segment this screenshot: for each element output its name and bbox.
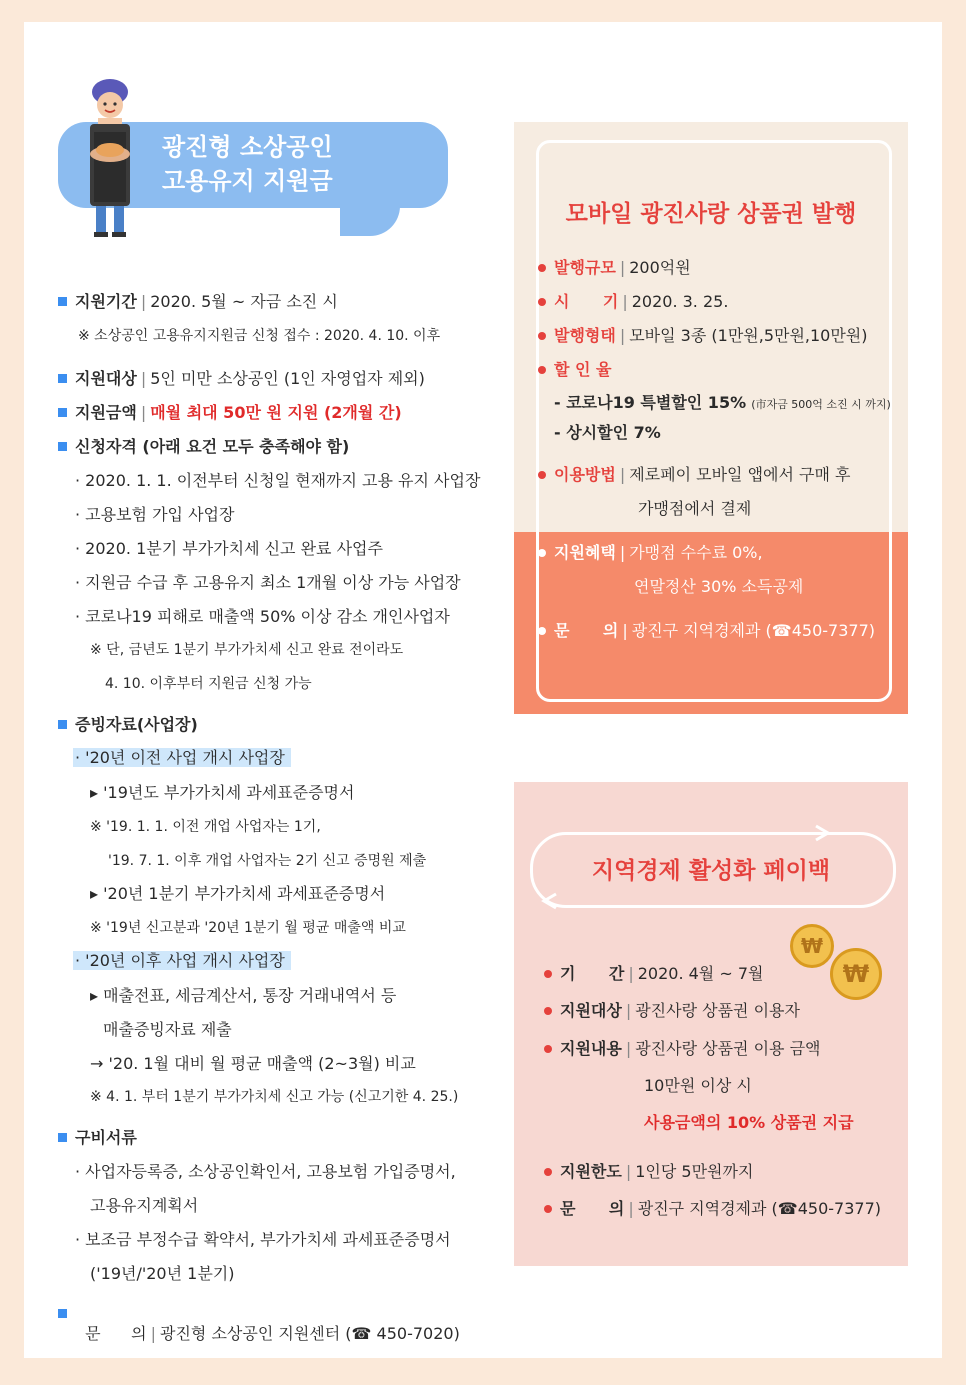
eligibility-item: · 코로나19 피해로 매출액 50% 이상 감소 개인사업자 [75,607,450,626]
bullet-square [58,408,67,417]
bullet-square [58,1309,67,1318]
payback-limit-value: 1인당 5만원까지 [635,1162,754,1181]
support-target-value: 5인 미만 소상공인 (1인 자영업자 제외) [150,369,425,388]
arrow-left-icon [536,888,562,914]
mobile-scale-row: 발행규모 | 200억원 [554,258,691,277]
bullet-dot [538,366,546,374]
support-period-note: ※ 소상공인 고용유지지원금 신청 접수 : 2020. 4. 10. 이후 [78,328,441,344]
eligibility-heading: 신청자격 (아래 요건 모두 충족해야 함) [75,437,350,456]
chef-character-illustration [80,72,160,244]
documents-item: 고용유지계획서 [90,1196,199,1215]
payback-limit-row: 지원한도 | 1인당 5만원까지 [560,1162,754,1181]
payback-contact-value: 광진구 지역경제과 (☎450-7377) [637,1199,881,1218]
mobile-scale-value: 200억원 [629,258,691,277]
mobile-form-row: 발행형태 | 모바일 3종 (1만원,5만원,10만원) [554,326,868,345]
evidence-note: ※ '19년 신고분과 '20년 1분기 월 평균 매출액 비교 [90,920,406,936]
mobile-usage-row: 이용방법 | 제로페이 모바일 앱에서 구매 후 [554,465,851,484]
mobile-form-value: 모바일 3종 (1만원,5만원,10만원) [629,326,868,345]
discount-item [554,393,891,415]
support-amount-value: 매월 최대 50만 원 지원 (2개월 간) [150,403,402,422]
banner-title [162,130,333,198]
evidence-item: ▸ '19년도 부가가치세 과세표준증명서 [90,783,355,802]
bullet-square [58,1133,67,1142]
discount-item-main: - 코로나19 특별할인 15% [554,393,747,412]
coin-icon [830,948,882,1000]
bullet-dot [538,627,546,635]
coin-symbol: ₩ [800,934,824,958]
bullet-dot [538,298,546,306]
mobile-voucher-title: 모바일 광진사랑 상품권 발행 [565,201,857,227]
mobile-benefit-label: 지원혜택 [554,543,616,562]
left-contact-label: 문 의 [85,1324,147,1343]
mobile-usage-value-cont: 가맹점에서 결제 [638,499,752,518]
support-period-value: 2020. 5월 ~ 자금 소진 시 [150,292,338,311]
bullet-dot [538,549,546,557]
eligibility-item: · 2020. 1. 1. 이전부터 신청일 현재까지 고용 유지 사업장 [75,471,481,490]
mobile-usage-label: 이용방법 [554,465,616,484]
bullet-dot [538,471,546,479]
left-contact-row: 문 의 | 광진형 소상공인 지원센터 (☎ 450-7020) [85,1324,460,1343]
discount-item-main: - 상시할인 7% [554,423,661,442]
mobile-scale-label: 발행규모 [554,258,616,277]
evidence-item: → '20. 1월 대비 월 평균 매출액 (2~3월) 비교 [90,1054,416,1073]
mobile-date-label: 시 기 [554,292,619,311]
evidence-item: ▸ 매출전표, 세금계산서, 통장 거래내역서 등 [90,986,397,1005]
payback-content-label: 지원내용 [560,1039,622,1058]
mobile-benefit-value: 가맹점 수수료 0%, [629,543,763,562]
payback-content-highlight: 사용금액의 10% 상품권 지급 [644,1113,854,1132]
evidence-item: ▸ '20년 1분기 부가가치세 과세표준증명서 [90,884,386,903]
mobile-contact-row: 문 의 | 광진구 지역경제과 (☎450-7377) [554,621,875,640]
bullet-dot [544,1168,552,1176]
payback-target-label: 지원대상 [560,1001,622,1020]
payback-content-value-cont: 10만원 이상 시 [644,1076,752,1095]
payback-period-label: 기 간 [560,964,625,983]
documents-item: · 사업자등록증, 소상공인확인서, 고용보험 가입증명서, [75,1162,456,1181]
banner-title-line2: 고용유지 지원금 [162,167,333,195]
before-2020-heading-text: · '20년 이전 사업 개시 사업장 [73,748,291,767]
mobile-usage-value: 제로페이 모바일 앱에서 구매 후 [629,465,851,484]
coin-symbol: ₩ [842,960,870,988]
before-2020-heading [73,748,291,768]
support-amount-label: 지원금액 [75,403,137,422]
support-target-row: 지원대상 | 5인 미만 소상공인 (1인 자영업자 제외) [75,369,425,388]
bullet-square [58,297,67,306]
bullet-dot [538,264,546,272]
evidence-heading: 증빙자료(사업장) [75,715,198,734]
payback-period-value: 2020. 4월 ~ 7월 [637,964,764,983]
payback-target-row: 지원대상 | 광진사랑 상품권 이용자 [560,1001,800,1020]
payback-content-row: 지원내용 | 광진사랑 상품권 이용 금액 [560,1039,821,1058]
payback-content-value: 광진사랑 상품권 이용 금액 [635,1039,821,1058]
mobile-benefit-value-cont: 연말정산 30% 소득공제 [634,577,804,596]
mobile-discount-label: 할 인 율 [554,360,612,379]
bullet-dot [544,970,552,978]
support-target-label: 지원대상 [75,369,137,388]
coin-icon [790,924,834,968]
bullet-square [58,442,67,451]
bullet-dot [538,332,546,340]
documents-item: ('19년/'20년 1분기) [90,1264,235,1283]
eligibility-note: 4. 10. 이후부터 지원금 신청 가능 [105,676,312,692]
bullet-dot [544,1007,552,1015]
after-2020-heading [73,951,291,971]
eligibility-item: · 2020. 1분기 부가가치세 신고 완료 사업주 [75,539,383,558]
evidence-note: ※ 4. 1. 부터 1분기 부가가치세 신고 가능 (신고기한 4. 25.) [90,1089,459,1105]
documents-item: · 보조금 부정수급 확약서, 부가가치세 과세표준증명서 [75,1230,451,1249]
discount-item [554,423,661,443]
bullet-square [58,720,67,729]
support-amount-row: 지원금액 | 매월 최대 50만 원 지원 (2개월 간) [75,403,402,422]
evidence-note: '19. 7. 1. 이후 개업 사업자는 2기 신고 증명원 제출 [108,853,427,869]
eligibility-note: ※ 단, 금년도 1분기 부가가치세 신고 완료 전이라도 [90,642,404,658]
payback-period-row: 기 간 | 2020. 4월 ~ 7월 [560,964,764,983]
bullet-dot [544,1045,552,1053]
bullet-dot [544,1205,552,1213]
support-period-row: 지원기간 | 2020. 5월 ~ 자금 소진 시 [75,292,338,311]
payback-target-value: 광진사랑 상품권 이용자 [635,1001,800,1020]
mobile-contact-value: 광진구 지역경제과 (☎450-7377) [631,621,875,640]
discount-item-note: (市자금 500억 소진 시 까지) [751,398,891,411]
mobile-date-value: 2020. 3. 25. [631,292,729,311]
mobile-contact-label: 문 의 [554,621,619,640]
banner-title-line1: 광진형 소상공인 [162,133,333,161]
left-contact-value: 광진형 소상공인 지원센터 (☎ 450-7020) [160,1324,460,1343]
after-2020-heading-text: · '20년 이후 사업 개시 사업장 [73,951,291,970]
evidence-item: 매출증빙자료 제출 [103,1020,232,1039]
payback-title: 지역경제 활성화 페이백 [591,858,831,884]
support-period-label: 지원기간 [75,292,137,311]
bullet-square [58,374,67,383]
documents-heading: 구비서류 [75,1128,137,1147]
mobile-date-row: 시 기 | 2020. 3. 25. [554,292,729,311]
mobile-form-label: 발행형태 [554,326,616,345]
eligibility-item: · 지원금 수급 후 고용유지 최소 1개월 이상 가능 사업장 [75,573,461,592]
evidence-note: ※ '19. 1. 1. 이전 개업 사업자는 1기, [90,819,321,835]
eligibility-item: · 고용보험 가입 사업장 [75,505,235,524]
payback-contact-row: 문 의 | 광진구 지역경제과 (☎450-7377) [560,1199,881,1218]
mobile-benefit-row: 지원혜택 | 가맹점 수수료 0%, [554,543,763,562]
arrow-right-icon [812,820,838,846]
payback-limit-label: 지원한도 [560,1162,622,1181]
payback-contact-label: 문 의 [560,1199,625,1218]
mobile-discount-row [554,360,612,380]
